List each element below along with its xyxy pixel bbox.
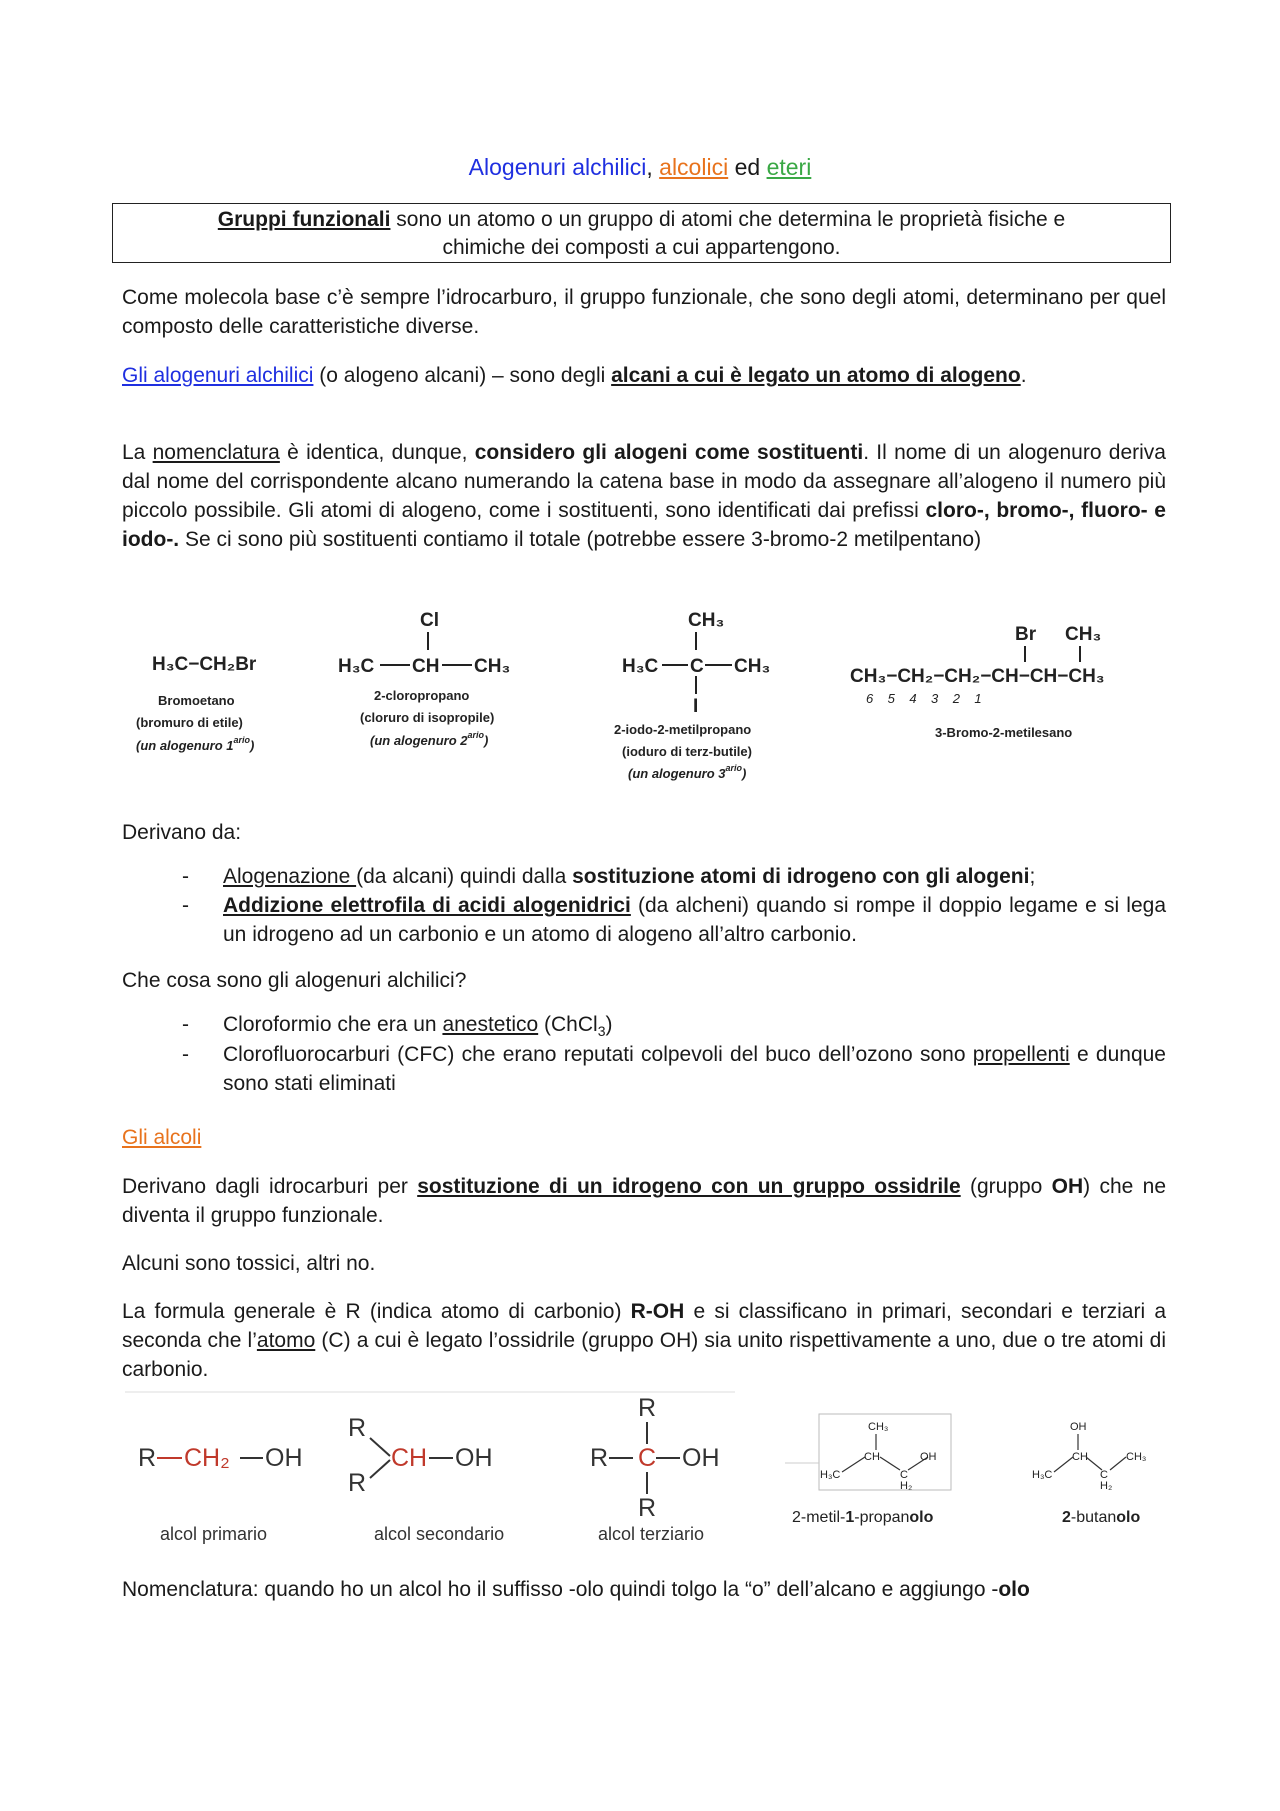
tertiary-r-top: R bbox=[638, 1394, 657, 1422]
bromoetano-formula: H₃C−CH₂Br bbox=[152, 654, 257, 675]
bold-term: olo bbox=[998, 1578, 1030, 1601]
secondary-carbon: CH bbox=[391, 1444, 428, 1472]
atom-label: CH bbox=[864, 1451, 880, 1463]
cloropropano-alt-name: (cloruro di isopropile) bbox=[360, 710, 495, 725]
bromoetano-name: Bromoetano bbox=[158, 693, 235, 708]
bromo-metilesano-chain: CH₃−CH₂−CH₂−CH−CH−CH₃ bbox=[850, 666, 1105, 687]
type-sup: ario bbox=[467, 730, 485, 740]
cloropropano-type bbox=[370, 730, 488, 748]
primary-oh: OH bbox=[265, 1444, 303, 1472]
definition-term: Gruppi funzionali bbox=[217, 208, 391, 231]
atom-label: OH bbox=[1070, 1421, 1087, 1433]
list-text: Cloroformio che era un bbox=[223, 1013, 443, 1036]
type-text: ) bbox=[250, 738, 255, 753]
bold-term: sostituzione di un idrogeno con un gruppo ossidrile bbox=[417, 1175, 961, 1198]
secondary-r-bottom: R bbox=[348, 1469, 367, 1497]
underlined-term: anestetico bbox=[442, 1013, 539, 1036]
title-part-alogenuri: Alogenuri alchilici bbox=[468, 154, 647, 180]
definition-text: sono un atomo o un gruppo di atomi che determina le proprietà fisiche e bbox=[390, 208, 1066, 231]
list-text: (da alcheni) quando si rompe il doppio legame e si lega un idrogeno ad un carbonio e un atomo di alogeno all’altro carbonio. bbox=[223, 894, 1167, 946]
paragraph-text: Nomenclatura: quando ho un alcol ho il suffisso -olo quindi tolgo la “o” dell’alcano e aggiungo - bbox=[122, 1578, 999, 1601]
bullet-dash: - bbox=[182, 894, 189, 917]
bold-term: OH bbox=[1051, 1175, 1084, 1198]
example-2-butanolo bbox=[1032, 1421, 1146, 1526]
title-separator: , bbox=[646, 154, 660, 180]
subscript: 3 bbox=[597, 1023, 606, 1040]
paragraph-text: . bbox=[1020, 364, 1027, 387]
bold-term: sostituzione atomi di idrogeno con gli alogeni bbox=[572, 865, 1030, 888]
definition-box bbox=[112, 203, 1171, 263]
iodo-name: 2-iodo-2-metilpropano bbox=[614, 722, 752, 737]
halide-structures-figure bbox=[120, 600, 1170, 800]
iodo-center: C bbox=[690, 656, 704, 677]
cloropropano-right: CH₃ bbox=[474, 656, 511, 677]
atom-label: OH bbox=[920, 1451, 937, 1463]
bold-term: Addizione elettrofila di acidi alogenidrici bbox=[223, 894, 631, 917]
atom-label: H₂ bbox=[900, 1480, 913, 1492]
type-sup: ario bbox=[233, 735, 251, 745]
bold-term: considero gli alogeni come sostituenti bbox=[474, 441, 864, 464]
bold-term: cloro-, bromo-, fluoro- e iodo-. bbox=[122, 499, 1166, 551]
derivano-heading: Derivano da: bbox=[122, 821, 242, 844]
iodo-left: H₃C bbox=[622, 656, 659, 677]
name-part: -butan bbox=[1070, 1509, 1117, 1526]
paragraph-text: (gruppo bbox=[960, 1175, 1052, 1198]
example-name bbox=[792, 1509, 934, 1526]
alcoli-heading-text: Gli alcoli bbox=[122, 1126, 202, 1149]
list-text: (da alcani) quindi dalla bbox=[356, 865, 573, 888]
list-text: Clorofluorocarburi (CFC) che erano reputati colpevoli del buco dell’ozono sono bbox=[223, 1043, 973, 1066]
bromo-metilesano-name: 3-Bromo-2-metilesano bbox=[935, 725, 1073, 740]
page-title bbox=[0, 152, 1280, 182]
list-item bbox=[223, 862, 1166, 891]
carbon-numbering: 6 5 4 3 2 1 bbox=[866, 691, 982, 706]
paragraph-text: Se ci sono più sostituenti contiamo il totale (potrebbe essere 3-bromo-2 metilpentano) bbox=[179, 528, 982, 551]
type-text: ) bbox=[484, 733, 489, 748]
atom-label: CH₃ bbox=[1126, 1451, 1147, 1463]
primary-label: alcol primario bbox=[160, 1524, 268, 1544]
paragraph-text: è identica, dunque, bbox=[279, 441, 475, 464]
secondary-label: alcol secondario bbox=[374, 1524, 505, 1544]
underlined-term: propellenti bbox=[972, 1043, 1070, 1066]
example-2-metil-1-propanolo bbox=[785, 1414, 951, 1526]
atom-label: CH₃ bbox=[868, 1421, 889, 1433]
alcoli-paragraph bbox=[122, 1172, 1166, 1230]
atom-label: H₂ bbox=[1100, 1480, 1113, 1492]
paragraph-text: La bbox=[122, 441, 153, 464]
cloropropano-left: H₃C bbox=[338, 656, 375, 677]
bold-term: R-OH bbox=[630, 1300, 685, 1323]
primary-carbon: CH₂ bbox=[184, 1444, 230, 1472]
bromoetano-alt-name: (bromuro di etile) bbox=[136, 715, 243, 730]
alcoli-heading bbox=[122, 1123, 1166, 1152]
atom-label: H₃C bbox=[820, 1469, 841, 1481]
iodo-right: CH₃ bbox=[734, 656, 771, 677]
alogenuri-paragraph bbox=[122, 361, 1166, 390]
iodo-top: CH₃ bbox=[688, 610, 725, 631]
type-text: (un alogenuro 1 bbox=[136, 738, 234, 753]
nomenclatura-alcol-paragraph bbox=[122, 1575, 1166, 1604]
paragraph-text: La formula generale è R (indica atomo di carbonio) bbox=[122, 1300, 631, 1323]
title-separator: ed bbox=[728, 154, 767, 180]
name-part: 1 bbox=[845, 1509, 855, 1526]
name-part: -propan bbox=[854, 1509, 910, 1526]
type-text: (un alogenuro 2 bbox=[370, 733, 468, 748]
name-part: olo bbox=[909, 1509, 934, 1526]
alogenuri-definition: alcani a cui è legato un atomo di alogeno bbox=[611, 364, 1021, 387]
example-name bbox=[1062, 1509, 1141, 1526]
name-part: 2 bbox=[1062, 1509, 1071, 1526]
paragraph-text: ) che ne diventa il gruppo funzionale. bbox=[122, 1175, 1166, 1227]
iodo-bottom: I bbox=[693, 696, 699, 717]
type-text: (un alogenuro 3 bbox=[628, 766, 726, 781]
underlined-term: nomenclatura bbox=[152, 441, 280, 464]
cloropropano-name: 2-cloropropano bbox=[374, 688, 470, 703]
paragraph-text: e si classificano in primari, secondari e terziari a seconda che l’ bbox=[122, 1300, 1166, 1352]
cloropropano-center: CH bbox=[412, 656, 440, 677]
bond-line bbox=[880, 1457, 900, 1470]
cosa-heading: Che cosa sono gli alogenuri alchilici? bbox=[122, 969, 467, 992]
bond-line bbox=[370, 1438, 390, 1456]
paragraph-text: (C) a cui è legato l’ossidrile (gruppo OH) sia unito rispettivamente a uno, due o tre atomi di carbonio. bbox=[122, 1329, 1166, 1381]
atom-label: C bbox=[900, 1469, 908, 1481]
list-item bbox=[223, 891, 1166, 949]
bromo-metilesano-ch3: CH₃ bbox=[1065, 624, 1102, 645]
iodo-alt-name: (ioduro di terz-butile) bbox=[622, 744, 752, 759]
atom-label: C bbox=[1100, 1469, 1108, 1481]
title-part-alcolici: alcolici bbox=[659, 154, 729, 180]
bullet-dash: - bbox=[182, 1043, 189, 1066]
name-part: 2-metil- bbox=[792, 1509, 846, 1526]
atom-label: CH bbox=[1072, 1451, 1088, 1463]
tertiary-r-bottom: R bbox=[638, 1494, 657, 1522]
list-text: ; bbox=[1029, 865, 1036, 888]
paragraph-text: . Il nome di un alogenuro deriva dal nome del corrispondente alcano numerando la catena base in modo da assegnare all’alogeno il numero più piccolo possibile. Gli atomi di alogeno, come i sostituenti, sono identificati dai prefissi bbox=[122, 441, 1166, 522]
atom-label: H₃C bbox=[1032, 1469, 1053, 1481]
tertiary-r-left: R bbox=[590, 1444, 609, 1472]
intro-paragraph: Come molecola base c’è sempre l’idrocarburo, il gruppo funzionale, che sono degli atomi, determinano per quel composto delle caratteristiche diverse. bbox=[122, 286, 1166, 338]
bond-line bbox=[842, 1457, 865, 1472]
bromoetano-type bbox=[136, 735, 254, 753]
bond-line bbox=[1110, 1457, 1126, 1470]
definition-text: chimiche dei composti a cui appartengono. bbox=[442, 236, 841, 259]
list-item bbox=[223, 1040, 1166, 1098]
bond-line bbox=[1054, 1457, 1073, 1472]
underlined-term: Alogenazione bbox=[223, 865, 357, 888]
list-text: (ChCl bbox=[538, 1013, 598, 1036]
bromo-metilesano-br: Br bbox=[1015, 624, 1037, 645]
paragraph-text: (o alogeno alcani) – sono degli bbox=[313, 364, 612, 387]
name-part: olo bbox=[1116, 1509, 1141, 1526]
nomenclatura-paragraph bbox=[122, 438, 1166, 554]
tertiary-oh: OH bbox=[682, 1444, 720, 1472]
list-text: e dunque sono stati eliminati bbox=[223, 1043, 1166, 1095]
primary-r: R bbox=[138, 1444, 157, 1472]
secondary-r-top: R bbox=[348, 1414, 367, 1442]
list-text: ) bbox=[605, 1013, 613, 1036]
alogenuri-heading: Gli alogenuri alchilici bbox=[122, 364, 314, 387]
type-text: ) bbox=[742, 766, 747, 781]
iodo-type bbox=[628, 763, 746, 781]
type-sup: ario bbox=[725, 763, 743, 773]
secondary-oh: OH bbox=[455, 1444, 493, 1472]
tertiary-carbon: C bbox=[638, 1444, 657, 1472]
title-part-eteri: eteri bbox=[766, 154, 812, 180]
underlined-term: atomo bbox=[256, 1329, 316, 1352]
bullet-dash: - bbox=[182, 865, 189, 888]
bullet-dash: - bbox=[182, 1013, 189, 1036]
tertiary-label: alcol terziario bbox=[598, 1524, 705, 1544]
alcoli-formula-paragraph bbox=[122, 1297, 1166, 1384]
cloropropano-cl: Cl bbox=[420, 610, 439, 631]
alcohol-classification-figure bbox=[120, 1390, 1170, 1560]
alcoli-toxic-paragraph: Alcuni sono tossici, altri no. bbox=[122, 1252, 376, 1275]
paragraph-text: Derivano dagli idrocarburi per bbox=[122, 1175, 418, 1198]
bond-line bbox=[370, 1460, 390, 1478]
